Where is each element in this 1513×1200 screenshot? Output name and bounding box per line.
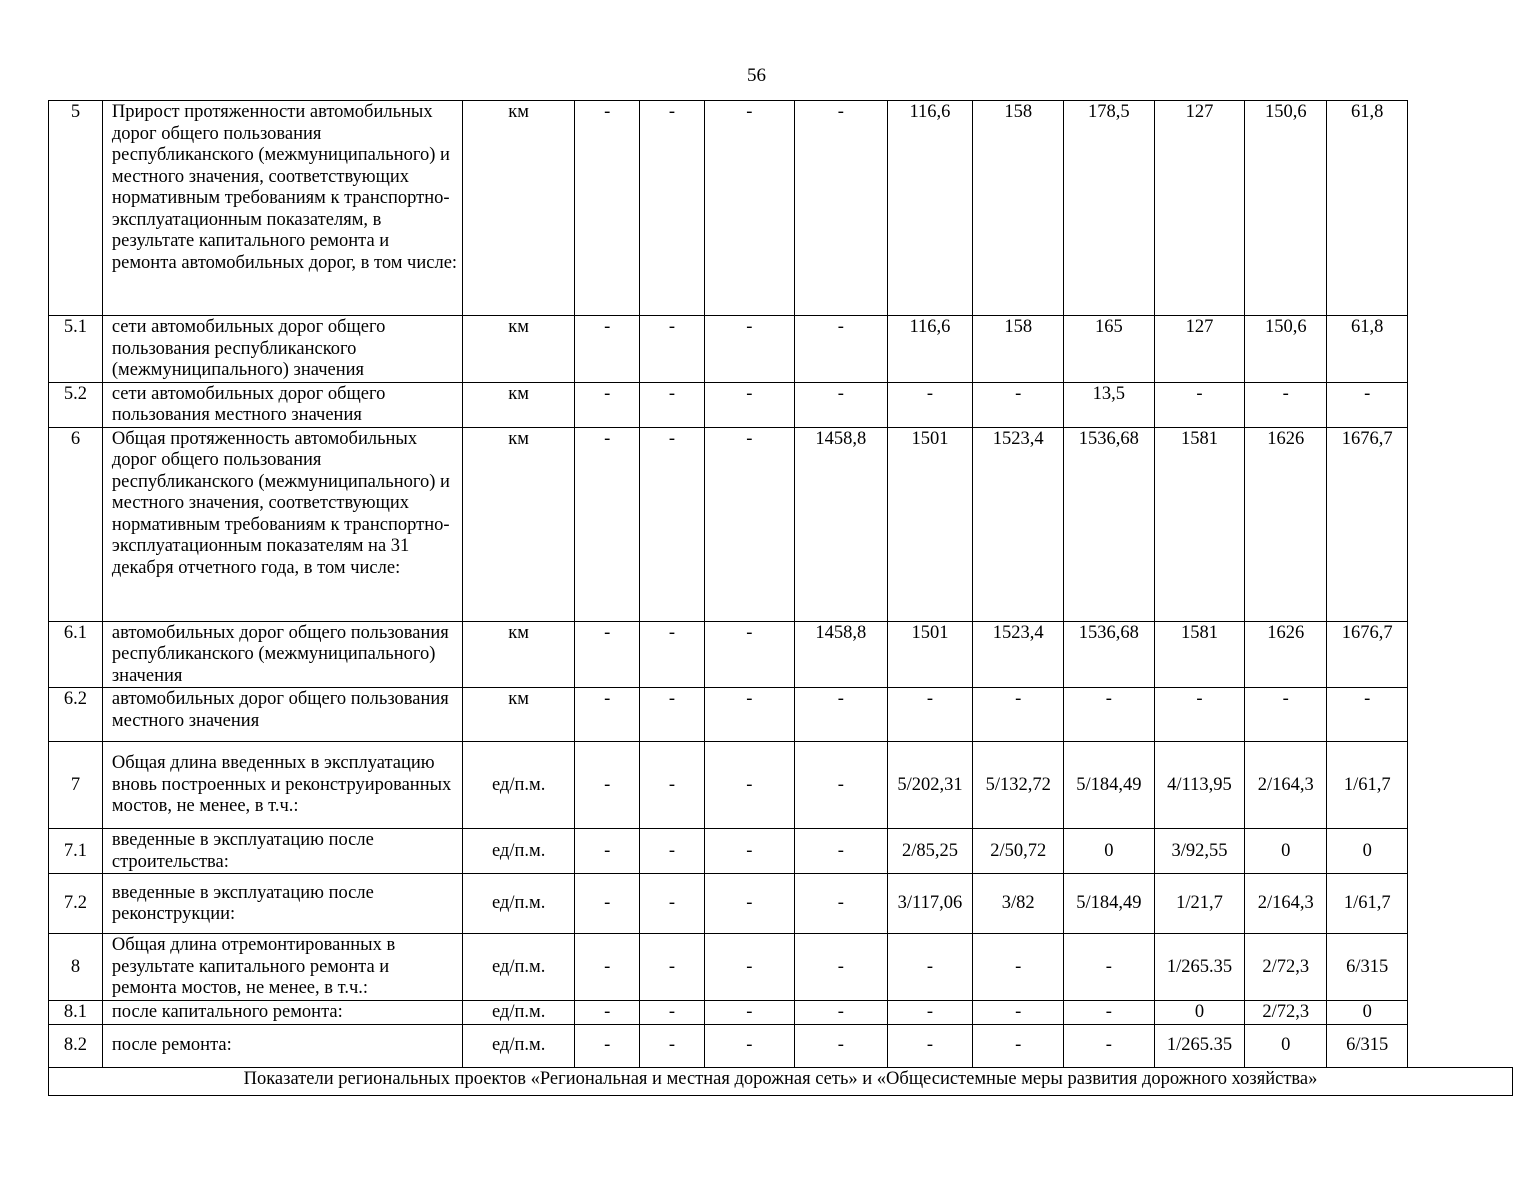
value-cell: - <box>575 1024 640 1067</box>
value-cell: - <box>973 688 1064 742</box>
value-cell: 1626 <box>1245 427 1327 621</box>
indicator-description-cell: после ремонта: <box>102 1024 462 1067</box>
value-cell: - <box>704 621 794 688</box>
indicator-description-cell: Общая длина отремонтированных в результате капитального ремонта и ремонта мостов, не менее, в т.ч.: <box>102 934 462 1001</box>
value-cell: - <box>704 316 794 383</box>
table-row <box>49 742 1513 829</box>
value-cell: 5/202,31 <box>887 742 973 829</box>
value-cell: - <box>640 688 704 742</box>
value-cell: - <box>1245 382 1327 427</box>
unit-cell: км <box>463 316 575 383</box>
value-cell: - <box>795 101 888 316</box>
value-cell: - <box>704 829 794 874</box>
value-cell: 0 <box>1327 829 1408 874</box>
value-cell: 2/72,3 <box>1245 934 1327 1001</box>
value-cell: - <box>640 934 704 1001</box>
table-row <box>49 934 1513 1001</box>
value-cell: - <box>640 829 704 874</box>
value-cell: - <box>795 829 888 874</box>
value-cell: - <box>575 829 640 874</box>
value-cell: 61,8 <box>1327 316 1408 383</box>
value-cell: 150,6 <box>1245 316 1327 383</box>
value-cell: 5/184,49 <box>1064 742 1155 829</box>
value-cell: 4/113,95 <box>1154 742 1245 829</box>
indicator-description-cell: после капитального ремонта: <box>102 1001 462 1025</box>
spacer-cell <box>1408 621 1513 688</box>
value-cell: - <box>973 382 1064 427</box>
value-cell: 150,6 <box>1245 101 1327 316</box>
value-cell: - <box>640 101 704 316</box>
value-cell: - <box>1064 688 1155 742</box>
row-number-cell: 7.2 <box>49 874 103 934</box>
page-number: 56 <box>747 65 766 86</box>
value-cell: - <box>704 427 794 621</box>
value-cell: 127 <box>1154 101 1245 316</box>
value-cell: - <box>575 621 640 688</box>
row-number-cell: 8.1 <box>49 1001 103 1025</box>
row-number-cell: 6.1 <box>49 621 103 688</box>
value-cell: 1523,4 <box>973 427 1064 621</box>
value-cell: - <box>640 316 704 383</box>
table-row <box>49 382 1513 427</box>
value-cell: - <box>795 874 888 934</box>
value-cell: - <box>1064 1024 1155 1067</box>
value-cell: 1581 <box>1154 427 1245 621</box>
value-cell: - <box>973 1024 1064 1067</box>
indicator-description-cell: введенные в эксплуатацию после реконструкции: <box>102 874 462 934</box>
value-cell: 1/265.35 <box>1154 934 1245 1001</box>
value-cell: 61,8 <box>1327 101 1408 316</box>
value-cell: - <box>887 1001 973 1025</box>
value-cell: - <box>575 688 640 742</box>
value-cell: 13,5 <box>1064 382 1155 427</box>
indicator-description-cell: автомобильных дорог общего пользования местного значения <box>102 688 462 742</box>
value-cell: - <box>575 742 640 829</box>
value-cell: 0 <box>1327 1001 1408 1025</box>
spacer-cell <box>1408 688 1513 742</box>
value-cell: 1458,8 <box>795 427 888 621</box>
value-cell: - <box>1154 688 1245 742</box>
value-cell: 127 <box>1154 316 1245 383</box>
value-cell: - <box>1327 382 1408 427</box>
value-cell: 2/72,3 <box>1245 1001 1327 1025</box>
value-cell: 6/315 <box>1327 1024 1408 1067</box>
indicator-description-cell: Общая протяженность автомобильных дорог общего пользования республиканского (межмуниципального) и местного значения, соответствующих нормативным требованиям к транспортно-эксплуатационным показателям на 31 декабря отчетного года, в том числе: <box>102 427 462 621</box>
value-cell: - <box>704 101 794 316</box>
value-cell: 0 <box>1064 829 1155 874</box>
value-cell: - <box>887 934 973 1001</box>
value-cell: - <box>575 101 640 316</box>
unit-cell: км <box>463 382 575 427</box>
table-row <box>49 688 1513 742</box>
value-cell: - <box>575 874 640 934</box>
indicator-description-cell: автомобильных дорог общего пользования республиканского (межмуниципального) значения <box>102 621 462 688</box>
value-cell: - <box>640 382 704 427</box>
row-number-cell: 5.1 <box>49 316 103 383</box>
value-cell: - <box>704 1001 794 1025</box>
spacer-cell <box>1408 1024 1513 1067</box>
spacer-cell <box>1408 1001 1513 1025</box>
value-cell: 116,6 <box>887 101 973 316</box>
value-cell: 1581 <box>1154 621 1245 688</box>
value-cell: 1626 <box>1245 621 1327 688</box>
row-number-cell: 5.2 <box>49 382 103 427</box>
spacer-cell <box>1408 101 1513 316</box>
table-row <box>49 1024 1513 1067</box>
row-number-cell: 8.2 <box>49 1024 103 1067</box>
value-cell: - <box>640 1024 704 1067</box>
value-cell: - <box>704 1024 794 1067</box>
value-cell: 1676,7 <box>1327 621 1408 688</box>
value-cell: - <box>640 427 704 621</box>
value-cell: 1536,68 <box>1064 621 1155 688</box>
indicator-description-cell: введенные в эксплуатацию после строительства: <box>102 829 462 874</box>
value-cell: - <box>887 1024 973 1067</box>
value-cell: 6/315 <box>1327 934 1408 1001</box>
unit-cell: км <box>463 688 575 742</box>
value-cell: - <box>640 1001 704 1025</box>
value-cell: 2/85,25 <box>887 829 973 874</box>
value-cell: - <box>887 688 973 742</box>
value-cell: 1/21,7 <box>1154 874 1245 934</box>
row-number-cell: 7 <box>49 742 103 829</box>
value-cell: 1501 <box>887 621 973 688</box>
indicator-description-cell: Прирост протяженности автомобильных дорог общего пользования республиканского (межмуниципального) и местного значения, соответствующих нормативным требованиям к транспортно-эксплуатационным показателям, в результате капитального ремонта и ремонта автомобильных дорог, в том числе: <box>102 101 462 316</box>
table-row <box>49 101 1513 316</box>
value-cell: - <box>575 316 640 383</box>
value-cell: 1/61,7 <box>1327 742 1408 829</box>
table-row <box>49 621 1513 688</box>
unit-cell: ед/п.м. <box>463 934 575 1001</box>
value-cell: 2/164,3 <box>1245 742 1327 829</box>
indicator-description-cell: Общая длина введенных в эксплуатацию вновь построенных и реконструированных мостов, не менее, в т.ч.: <box>102 742 462 829</box>
value-cell: 0 <box>1245 829 1327 874</box>
value-cell: - <box>795 688 888 742</box>
value-cell: - <box>575 934 640 1001</box>
table-row <box>49 874 1513 934</box>
value-cell: 5/132,72 <box>973 742 1064 829</box>
indicators-table <box>48 100 1513 1096</box>
spacer-cell <box>1408 427 1513 621</box>
value-cell: - <box>1064 1001 1155 1025</box>
unit-cell: км <box>463 101 575 316</box>
value-cell: - <box>795 742 888 829</box>
spacer-cell <box>1408 382 1513 427</box>
value-cell: 2/164,3 <box>1245 874 1327 934</box>
value-cell: - <box>973 1001 1064 1025</box>
value-cell: 0 <box>1154 1001 1245 1025</box>
value-cell: 1/265.35 <box>1154 1024 1245 1067</box>
value-cell: 1536,68 <box>1064 427 1155 621</box>
value-cell: 3/92,55 <box>1154 829 1245 874</box>
value-cell: - <box>973 934 1064 1001</box>
row-number-cell: 6.2 <box>49 688 103 742</box>
value-cell: - <box>640 742 704 829</box>
value-cell: - <box>795 316 888 383</box>
value-cell: 158 <box>973 101 1064 316</box>
value-cell: - <box>704 382 794 427</box>
spacer-cell <box>1408 874 1513 934</box>
value-cell: - <box>887 382 973 427</box>
unit-cell: ед/п.м. <box>463 874 575 934</box>
spacer-cell <box>1408 829 1513 874</box>
value-cell: 178,5 <box>1064 101 1155 316</box>
spacer-cell <box>1408 742 1513 829</box>
unit-cell: км <box>463 621 575 688</box>
row-number-cell: 8 <box>49 934 103 1001</box>
value-cell: - <box>640 874 704 934</box>
value-cell: - <box>640 621 704 688</box>
row-number-cell: 7.1 <box>49 829 103 874</box>
value-cell: 1523,4 <box>973 621 1064 688</box>
indicator-description-cell: сети автомобильных дорог общего пользования местного значения <box>102 382 462 427</box>
value-cell: - <box>704 874 794 934</box>
value-cell: 1/61,7 <box>1327 874 1408 934</box>
value-cell: - <box>795 382 888 427</box>
unit-cell: км <box>463 427 575 621</box>
table-row <box>49 427 1513 621</box>
unit-cell: ед/п.м. <box>463 1024 575 1067</box>
value-cell: - <box>704 934 794 1001</box>
value-cell: 1501 <box>887 427 973 621</box>
value-cell: - <box>1064 934 1155 1001</box>
value-cell: 1458,8 <box>795 621 888 688</box>
spacer-cell <box>1408 316 1513 383</box>
table-row <box>49 1001 1513 1025</box>
indicator-description-cell: сети автомобильных дорог общего пользования республиканского (межмуниципального) значения <box>102 316 462 383</box>
unit-cell: ед/п.м. <box>463 1001 575 1025</box>
value-cell: 1676,7 <box>1327 427 1408 621</box>
value-cell: 3/82 <box>973 874 1064 934</box>
value-cell: 2/50,72 <box>973 829 1064 874</box>
value-cell: 5/184,49 <box>1064 874 1155 934</box>
value-cell: - <box>704 742 794 829</box>
value-cell: - <box>575 382 640 427</box>
section-header-text: Показатели региональных проектов «Региональная и местная дорожная сеть» и «Общесистемные меры развития дорожного хозяйства» <box>49 1067 1513 1095</box>
value-cell: - <box>795 1024 888 1067</box>
value-cell: - <box>795 1001 888 1025</box>
row-number-cell: 5 <box>49 101 103 316</box>
value-cell: - <box>1245 688 1327 742</box>
value-cell: - <box>575 427 640 621</box>
spacer-cell <box>1408 934 1513 1001</box>
section-header-row <box>49 1067 1513 1095</box>
unit-cell: ед/п.м. <box>463 829 575 874</box>
value-cell: 0 <box>1245 1024 1327 1067</box>
value-cell: - <box>575 1001 640 1025</box>
value-cell: 158 <box>973 316 1064 383</box>
table-row <box>49 829 1513 874</box>
table-row <box>49 316 1513 383</box>
unit-cell: ед/п.м. <box>463 742 575 829</box>
value-cell: - <box>1327 688 1408 742</box>
value-cell: 116,6 <box>887 316 973 383</box>
value-cell: - <box>1154 382 1245 427</box>
row-number-cell: 6 <box>49 427 103 621</box>
value-cell: - <box>795 934 888 1001</box>
value-cell: 165 <box>1064 316 1155 383</box>
value-cell: - <box>704 688 794 742</box>
value-cell: 3/117,06 <box>887 874 973 934</box>
